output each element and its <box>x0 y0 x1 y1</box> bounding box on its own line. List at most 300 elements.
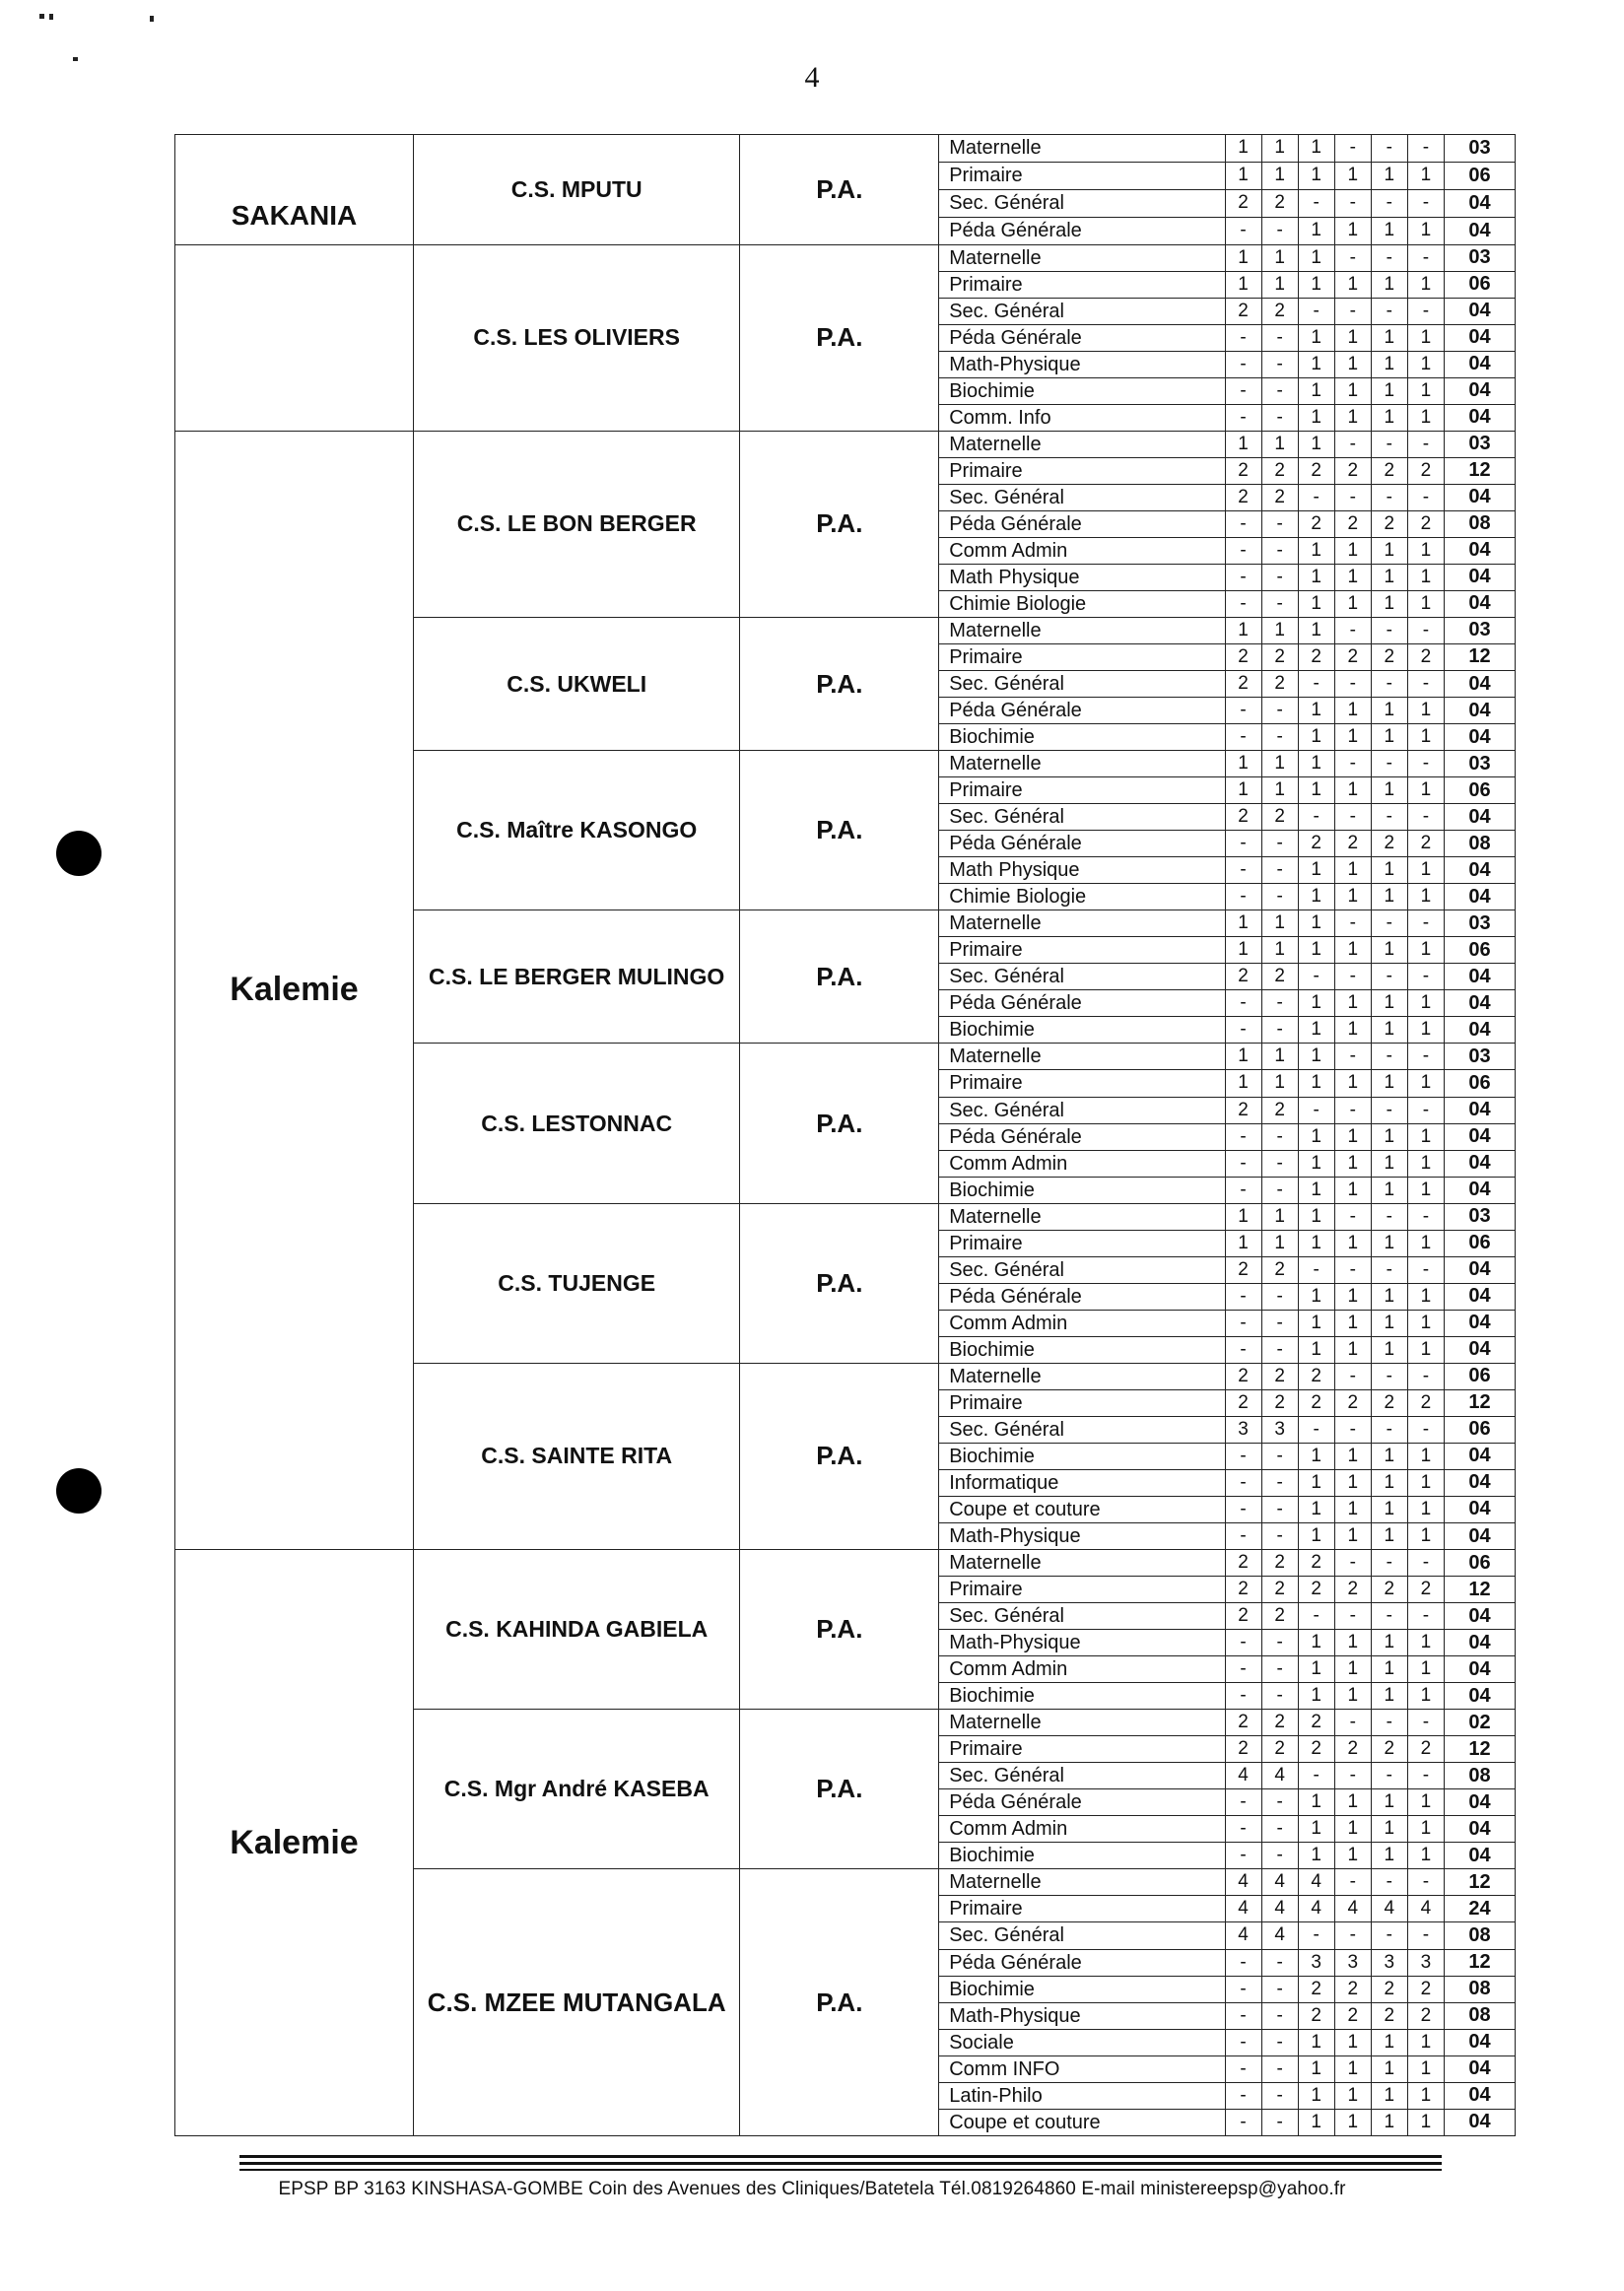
section-total: 06 <box>1444 1230 1515 1256</box>
class-count-cell: 1 <box>1407 1443 1444 1469</box>
class-count-cell: - <box>1261 1150 1298 1177</box>
section-total: 04 <box>1444 351 1515 377</box>
class-count-cell: - <box>1225 1630 1261 1656</box>
class-count-cell: - <box>1261 1310 1298 1336</box>
section-name: Primaire <box>939 1070 1225 1097</box>
class-count-cell: - <box>1407 804 1444 831</box>
class-count-cell: - <box>1407 484 1444 510</box>
class-count-cell: 1 <box>1298 1150 1334 1177</box>
section-total: 04 <box>1444 857 1515 884</box>
class-count-cell: 2 <box>1371 643 1407 670</box>
region-name: Kalemie <box>175 431 414 1549</box>
class-count-cell: 1 <box>1407 1123 1444 1150</box>
class-count-cell: 1 <box>1298 271 1334 298</box>
school-name: C.S. MPUTU <box>413 135 740 245</box>
class-count-cell: 1 <box>1225 751 1261 777</box>
class-count-cell: - <box>1261 1656 1298 1683</box>
class-count-cell: 1 <box>1407 1336 1444 1363</box>
class-count-cell: 1 <box>1371 1070 1407 1097</box>
class-count-cell: 2 <box>1334 643 1371 670</box>
table-row <box>175 135 1516 163</box>
class-count-cell: 2 <box>1261 1736 1298 1763</box>
class-count-cell: 1 <box>1298 217 1334 244</box>
class-count-cell: 1 <box>1407 1230 1444 1256</box>
section-name: Maternelle <box>939 617 1225 643</box>
section-total: 04 <box>1444 377 1515 404</box>
class-count-cell: 2 <box>1371 2002 1407 2029</box>
class-count-cell: 1 <box>1298 698 1334 724</box>
section-total: 08 <box>1444 2002 1515 2029</box>
class-count-cell: 1 <box>1334 724 1371 751</box>
class-count-cell: 2 <box>1225 189 1261 217</box>
class-count-cell: - <box>1298 484 1334 510</box>
class-count-cell: 1 <box>1407 857 1444 884</box>
school-regime: P.A. <box>740 910 939 1044</box>
class-count-cell: 1 <box>1334 1683 1371 1710</box>
section-total: 04 <box>1444 2109 1515 2135</box>
class-count-cell: - <box>1225 2029 1261 2055</box>
class-count-cell: 2 <box>1225 643 1261 670</box>
class-count-cell: 2 <box>1407 510 1444 537</box>
class-count-cell: 2 <box>1225 1550 1261 1577</box>
class-count-cell: 1 <box>1261 135 1298 163</box>
class-count-cell: 1 <box>1298 135 1334 163</box>
class-count-cell: 1 <box>1407 1630 1444 1656</box>
section-name: Maternelle <box>939 751 1225 777</box>
section-total: 03 <box>1444 135 1515 163</box>
class-count-cell: - <box>1407 964 1444 990</box>
class-count-cell: 2 <box>1298 1389 1334 1416</box>
section-total: 04 <box>1444 804 1515 831</box>
section-name: Primaire <box>939 1896 1225 1922</box>
section-total: 08 <box>1444 1763 1515 1789</box>
class-count-cell: - <box>1225 831 1261 857</box>
section-total: 04 <box>1444 404 1515 431</box>
class-count-cell: 1 <box>1371 698 1407 724</box>
class-count-cell: 4 <box>1225 1896 1261 1922</box>
section-name: Maternelle <box>939 1363 1225 1389</box>
class-count-cell: 1 <box>1371 777 1407 804</box>
class-count-cell: - <box>1407 1256 1444 1283</box>
section-total: 06 <box>1444 1363 1515 1389</box>
class-count-cell: - <box>1225 698 1261 724</box>
class-count-cell: 1 <box>1225 937 1261 964</box>
class-count-cell: - <box>1225 1683 1261 1710</box>
section-name: Comm INFO <box>939 2055 1225 2082</box>
class-count-cell: 1 <box>1334 377 1371 404</box>
class-count-cell: - <box>1334 244 1371 271</box>
class-count-cell: - <box>1298 804 1334 831</box>
class-count-cell: - <box>1261 564 1298 590</box>
section-name: Péda Générale <box>939 217 1225 244</box>
class-count-cell: 2 <box>1225 457 1261 484</box>
class-count-cell: 1 <box>1334 1630 1371 1656</box>
section-total: 04 <box>1444 484 1515 510</box>
section-total: 04 <box>1444 1496 1515 1522</box>
section-name: Biochimie <box>939 1843 1225 1869</box>
class-count-cell: - <box>1261 2055 1298 2082</box>
section-name: Primaire <box>939 1577 1225 1603</box>
class-count-cell: 1 <box>1371 884 1407 910</box>
section-name: Primaire <box>939 162 1225 189</box>
class-count-cell: 1 <box>1334 1336 1371 1363</box>
class-count-cell: - <box>1407 1869 1444 1896</box>
class-count-cell: 1 <box>1334 1310 1371 1336</box>
section-total: 08 <box>1444 1976 1515 2002</box>
section-name: Math Physique <box>939 857 1225 884</box>
section-total: 02 <box>1444 1710 1515 1736</box>
class-count-cell: - <box>1225 2109 1261 2135</box>
class-count-cell: 2 <box>1334 457 1371 484</box>
class-count-cell: - <box>1371 1416 1407 1443</box>
section-name: Math-Physique <box>939 1523 1225 1550</box>
class-count-cell: 2 <box>1298 1736 1334 1763</box>
class-count-cell: 1 <box>1334 1496 1371 1522</box>
section-total: 04 <box>1444 537 1515 564</box>
class-count-cell: - <box>1334 910 1371 937</box>
class-count-cell: 1 <box>1261 617 1298 643</box>
class-count-cell: 1 <box>1261 431 1298 457</box>
section-name: Péda Générale <box>939 1789 1225 1816</box>
school-name: C.S. SAINTE RITA <box>413 1363 740 1549</box>
class-count-cell: - <box>1225 510 1261 537</box>
class-count-cell: 4 <box>1261 1896 1298 1922</box>
class-count-cell: - <box>1371 431 1407 457</box>
section-name: Sec. Général <box>939 1097 1225 1123</box>
class-count-cell: - <box>1371 1710 1407 1736</box>
section-total: 04 <box>1444 189 1515 217</box>
section-total: 04 <box>1444 671 1515 698</box>
class-count-cell: - <box>1407 1922 1444 1949</box>
section-name: Comm Admin <box>939 1150 1225 1177</box>
class-count-cell: 1 <box>1298 1683 1334 1710</box>
region-name <box>175 244 414 431</box>
region-name: SAKANIA <box>175 135 414 245</box>
section-name: Maternelle <box>939 1710 1225 1736</box>
section-name: Sec. Général <box>939 1922 1225 1949</box>
class-count-cell: 1 <box>1298 1123 1334 1150</box>
class-count-cell: 1 <box>1334 1523 1371 1550</box>
class-count-cell: 1 <box>1298 1789 1334 1816</box>
section-total: 04 <box>1444 724 1515 751</box>
class-count-cell: 1 <box>1261 1203 1298 1230</box>
class-count-cell: 2 <box>1261 457 1298 484</box>
class-count-cell: 1 <box>1334 162 1371 189</box>
class-count-cell: 1 <box>1298 1656 1334 1683</box>
section-total: 06 <box>1444 1070 1515 1097</box>
school-name: C.S. KAHINDA GABIELA <box>413 1550 740 1710</box>
class-count-cell: 1 <box>1225 1070 1261 1097</box>
class-count-cell: 1 <box>1334 2029 1371 2055</box>
class-count-cell: 1 <box>1407 884 1444 910</box>
class-count-cell: 1 <box>1298 431 1334 457</box>
class-count-cell: - <box>1225 1150 1261 1177</box>
region-name: Kalemie <box>175 1550 414 2136</box>
class-count-cell: - <box>1225 1816 1261 1843</box>
class-count-cell: - <box>1261 324 1298 351</box>
section-total: 08 <box>1444 510 1515 537</box>
class-count-cell: 1 <box>1407 324 1444 351</box>
class-count-cell: 1 <box>1334 1070 1371 1097</box>
class-count-cell: - <box>1334 431 1371 457</box>
section-total: 04 <box>1444 698 1515 724</box>
class-count-cell: - <box>1371 1922 1407 1949</box>
class-count-cell: 1 <box>1407 590 1444 617</box>
class-count-cell: 2 <box>1407 643 1444 670</box>
section-name: Coupe et couture <box>939 1496 1225 1522</box>
section-name: Biochimie <box>939 1177 1225 1203</box>
class-count-cell: - <box>1225 564 1261 590</box>
class-count-cell: 2 <box>1298 643 1334 670</box>
class-count-cell: 1 <box>1407 1070 1444 1097</box>
class-count-cell: - <box>1371 617 1407 643</box>
class-count-cell: 1 <box>1298 404 1334 431</box>
section-total: 04 <box>1444 564 1515 590</box>
class-count-cell: 1 <box>1407 1843 1444 1869</box>
class-count-cell: - <box>1261 351 1298 377</box>
class-count-cell: - <box>1334 1763 1371 1789</box>
class-count-cell: 1 <box>1371 990 1407 1017</box>
class-count-cell: - <box>1225 1123 1261 1150</box>
class-count-cell: - <box>1371 1203 1407 1230</box>
section-name: Maternelle <box>939 1044 1225 1070</box>
class-count-cell: 1 <box>1261 1070 1298 1097</box>
class-count-cell: 1 <box>1371 1656 1407 1683</box>
class-count-cell: - <box>1225 857 1261 884</box>
class-count-cell: 1 <box>1298 2055 1334 2082</box>
class-count-cell: 2 <box>1407 1389 1444 1416</box>
school-regime: P.A. <box>740 617 939 750</box>
section-name: Latin-Philo <box>939 2082 1225 2109</box>
class-count-cell: 2 <box>1298 1710 1334 1736</box>
section-name: Biochimie <box>939 1976 1225 2002</box>
class-count-cell: 1 <box>1225 617 1261 643</box>
class-count-cell: 1 <box>1298 884 1334 910</box>
class-count-cell: 2 <box>1334 831 1371 857</box>
class-count-cell: - <box>1371 1363 1407 1389</box>
punch-hole <box>56 1468 102 1514</box>
section-total: 04 <box>1444 1017 1515 1044</box>
class-count-cell: 1 <box>1298 2109 1334 2135</box>
class-count-cell: 1 <box>1371 1150 1407 1177</box>
section-total: 04 <box>1444 2055 1515 2082</box>
class-count-cell: - <box>1371 910 1407 937</box>
class-count-cell: 1 <box>1334 2109 1371 2135</box>
class-count-cell: 1 <box>1298 1843 1334 1869</box>
section-total: 06 <box>1444 777 1515 804</box>
page-number: 4 <box>804 61 820 94</box>
class-count-cell: - <box>1407 1097 1444 1123</box>
section-name: Biochimie <box>939 1336 1225 1363</box>
table-row <box>175 431 1516 457</box>
class-count-cell: 2 <box>1225 804 1261 831</box>
class-count-cell: - <box>1261 1177 1298 1203</box>
class-count-cell: 2 <box>1261 671 1298 698</box>
class-count-cell: 1 <box>1334 1843 1371 1869</box>
class-count-cell: 1 <box>1407 2082 1444 2109</box>
section-name: Sec. Général <box>939 1256 1225 1283</box>
class-count-cell: 1 <box>1371 564 1407 590</box>
class-count-cell: 1 <box>1225 244 1261 271</box>
class-count-cell: 1 <box>1298 751 1334 777</box>
class-count-cell: 2 <box>1334 2002 1371 2029</box>
section-name: Chimie Biologie <box>939 590 1225 617</box>
class-count-cell: - <box>1298 1763 1334 1789</box>
class-count-cell: 1 <box>1371 1310 1407 1336</box>
class-count-cell: 2 <box>1407 457 1444 484</box>
class-count-cell: 2 <box>1261 643 1298 670</box>
section-name: Sec. Général <box>939 1416 1225 1443</box>
class-count-cell: 1 <box>1407 777 1444 804</box>
class-count-cell: - <box>1225 1469 1261 1496</box>
class-count-cell: 1 <box>1334 777 1371 804</box>
class-count-cell: - <box>1225 217 1261 244</box>
section-total: 06 <box>1444 271 1515 298</box>
section-total: 06 <box>1444 162 1515 189</box>
class-count-cell: - <box>1334 298 1371 324</box>
class-count-cell: 1 <box>1298 724 1334 751</box>
class-count-cell: 1 <box>1298 1230 1334 1256</box>
class-count-cell: 2 <box>1298 1976 1334 2002</box>
class-count-cell: 2 <box>1407 1736 1444 1763</box>
section-total: 08 <box>1444 1922 1515 1949</box>
class-count-cell: - <box>1407 1710 1444 1736</box>
class-count-cell: - <box>1225 1656 1261 1683</box>
class-count-cell: - <box>1334 1256 1371 1283</box>
class-count-cell: 1 <box>1334 2082 1371 2109</box>
school-regime: P.A. <box>740 751 939 910</box>
class-count-cell: - <box>1407 135 1444 163</box>
scan-speck <box>39 14 44 19</box>
class-count-cell: 1 <box>1334 1177 1371 1203</box>
section-total: 03 <box>1444 244 1515 271</box>
class-count-cell: 1 <box>1371 1469 1407 1496</box>
class-count-cell: - <box>1225 2002 1261 2029</box>
class-count-cell: - <box>1371 1550 1407 1577</box>
class-count-cell: - <box>1261 1523 1298 1550</box>
section-total: 04 <box>1444 1310 1515 1336</box>
section-total: 04 <box>1444 1150 1515 1177</box>
section-name: Sec. Général <box>939 189 1225 217</box>
section-total: 12 <box>1444 1869 1515 1896</box>
class-count-cell: 2 <box>1261 1389 1298 1416</box>
class-count-cell: 1 <box>1334 1789 1371 1816</box>
section-name: Comm Admin <box>939 537 1225 564</box>
school-regime: P.A. <box>740 135 939 245</box>
class-count-cell: - <box>1371 1044 1407 1070</box>
section-name: Comm Admin <box>939 1310 1225 1336</box>
class-count-cell: - <box>1371 484 1407 510</box>
scan-speck <box>150 16 154 22</box>
class-count-cell: - <box>1225 1310 1261 1336</box>
school-name: C.S. LESTONNAC <box>413 1044 740 1203</box>
class-count-cell: 1 <box>1298 617 1334 643</box>
class-count-cell: 2 <box>1225 1577 1261 1603</box>
class-count-cell: - <box>1225 324 1261 351</box>
class-count-cell: 3 <box>1261 1416 1298 1443</box>
section-total: 08 <box>1444 831 1515 857</box>
section-name: Math-Physique <box>939 2002 1225 2029</box>
class-count-cell: - <box>1225 537 1261 564</box>
class-count-cell: - <box>1261 990 1298 1017</box>
class-count-cell: 1 <box>1334 937 1371 964</box>
class-count-cell: 4 <box>1298 1869 1334 1896</box>
class-count-cell: 1 <box>1371 1523 1407 1550</box>
class-count-cell: 2 <box>1407 831 1444 857</box>
class-count-cell: 1 <box>1334 1443 1371 1469</box>
section-total: 04 <box>1444 1177 1515 1203</box>
section-total: 04 <box>1444 1336 1515 1363</box>
section-total: 04 <box>1444 1469 1515 1496</box>
section-name: Maternelle <box>939 1550 1225 1577</box>
class-count-cell: 2 <box>1407 1976 1444 2002</box>
class-count-cell: 1 <box>1371 324 1407 351</box>
class-count-cell: - <box>1371 1763 1407 1789</box>
class-count-cell: - <box>1371 189 1407 217</box>
class-count-cell: - <box>1225 351 1261 377</box>
class-count-cell: - <box>1371 1603 1407 1630</box>
class-count-cell: 1 <box>1334 1150 1371 1177</box>
section-name: Péda Générale <box>939 1283 1225 1310</box>
class-count-cell: - <box>1334 1203 1371 1230</box>
class-count-cell: - <box>1298 671 1334 698</box>
class-count-cell: 3 <box>1407 1949 1444 1976</box>
section-total: 04 <box>1444 590 1515 617</box>
class-count-cell: 1 <box>1298 1336 1334 1363</box>
class-count-cell: 4 <box>1261 1763 1298 1789</box>
class-count-cell: 2 <box>1371 1577 1407 1603</box>
class-count-cell: - <box>1298 964 1334 990</box>
class-count-cell: - <box>1225 1443 1261 1469</box>
section-name: Biochimie <box>939 1017 1225 1044</box>
class-count-cell: 1 <box>1371 724 1407 751</box>
class-count-cell: - <box>1407 431 1444 457</box>
section-total: 04 <box>1444 1656 1515 1683</box>
class-count-cell: - <box>1225 724 1261 751</box>
class-count-cell: - <box>1298 1416 1334 1443</box>
section-name: Sociale <box>939 2029 1225 2055</box>
class-count-cell: 1 <box>1334 1123 1371 1150</box>
class-count-cell: - <box>1261 831 1298 857</box>
class-count-cell: 2 <box>1225 1389 1261 1416</box>
class-count-cell: 2 <box>1225 671 1261 698</box>
section-total: 24 <box>1444 1896 1515 1922</box>
section-total: 04 <box>1444 1256 1515 1283</box>
class-count-cell: - <box>1261 1017 1298 1044</box>
class-count-cell: - <box>1225 1789 1261 1816</box>
section-name: Primaire <box>939 1230 1225 1256</box>
class-count-cell: 2 <box>1334 1577 1371 1603</box>
class-count-cell: 2 <box>1371 1736 1407 1763</box>
section-name: Primaire <box>939 271 1225 298</box>
class-count-cell: - <box>1334 617 1371 643</box>
section-total: 04 <box>1444 1097 1515 1123</box>
class-count-cell: - <box>1371 804 1407 831</box>
class-count-cell: 4 <box>1298 1896 1334 1922</box>
class-count-cell: 1 <box>1407 217 1444 244</box>
section-total: 04 <box>1444 1789 1515 1816</box>
class-count-cell: 2 <box>1298 2002 1334 2029</box>
school-regime: P.A. <box>740 1203 939 1363</box>
class-count-cell: 1 <box>1371 271 1407 298</box>
class-count-cell: 4 <box>1225 1922 1261 1949</box>
class-count-cell: 1 <box>1371 857 1407 884</box>
scan-speck <box>49 14 53 20</box>
class-count-cell: 2 <box>1371 510 1407 537</box>
class-count-cell: 2 <box>1261 189 1298 217</box>
table-row <box>175 244 1516 271</box>
section-name: Coupe et couture <box>939 2109 1225 2135</box>
